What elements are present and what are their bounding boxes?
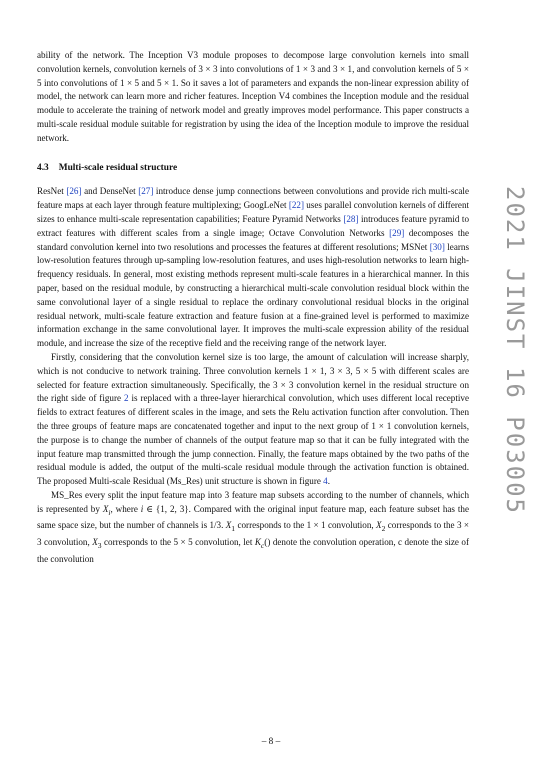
paragraph-ms-res [37, 489, 469, 566]
citation-link[interactable]: [27] [138, 186, 154, 197]
text-run: is replaced with a three-layer hierarchical convolution, which uses different local receptive fields to extract features of different scales in the image, and sets the Relu activation function after convolution. Then the three groups of feature maps are concatenated together and input to the next group of 1 × 1 convolution kernels, the purpose is to change the number of channels of the output feature map so that it can be fully integrated with the input feature map transmitted through the jump connection. Finally, the feature maps obtained by the two paths of the residual module is added, the output of the multi-scale residual module through the activation function is obtained. The proposed Multi-scale Residual (Ms_Res) unit structure is shown in figure [37, 393, 469, 487]
math-subscript: i [108, 507, 111, 517]
text-run: ∈ {1, 2, 3}. Compared with the original input feature map, each feature subset has the same space size, but the number of channels is 1/3. [37, 503, 469, 531]
body-text [37, 49, 469, 566]
math-subscript: c [260, 540, 265, 550]
figure-link[interactable]: 4 [323, 476, 328, 487]
math-var: K [254, 536, 261, 547]
text-run: introduce dense jump connections between convolutions and provide rich multi-scale feature maps at each layer through feature multiplexing; GoogLeNet [37, 186, 469, 211]
math-var: X [92, 536, 98, 547]
text-run: () denote the convolution operation, c denote the size of the convolution [37, 536, 469, 564]
text-run: corresponds to the 5 × 5 convolution, let [101, 536, 255, 547]
math-subscript: 1 [231, 524, 236, 534]
paragraph-related-work [37, 185, 469, 351]
citation-link[interactable]: [22] [288, 200, 304, 211]
math-var: X [225, 520, 232, 531]
math-var: X [102, 503, 109, 514]
citation-link[interactable]: [29] [389, 227, 405, 238]
math-var: X [376, 520, 382, 531]
math-subscript: 3 [97, 540, 102, 550]
paragraph-firstly [37, 351, 469, 489]
figure-link[interactable]: 2 [123, 393, 129, 404]
text-run: Firstly, considering that the convolution kernel size is too large, the amount of calculation will increase sharply, which is not conducive to network training. Three convolution kernels 1 × 1, 3 × 3, 5 × 5 with different scales are selected for feature extraction simultaneously. Specifically, the 3 × 3 convolution kernel in the residual structure on the right side of figure [37, 351, 469, 404]
text-run: introduces feature pyramid to extract features with different scales from a single image; Octave Convolution Networks [37, 213, 469, 238]
page-number: – 8 – [261, 737, 281, 747]
text-run: uses parallel convolution kernels of different sizes to enhance multi-scale representation capabilities; Feature Pyramid Networks [37, 200, 470, 224]
math-subscript: 2 [381, 524, 386, 534]
citation-link[interactable]: [26] [66, 186, 82, 197]
citation-link[interactable]: [30] [429, 241, 445, 252]
math-var: i [140, 503, 144, 514]
text-run: ResNet [37, 186, 67, 197]
text-run: decomposes the standard convolution kernel into two resolutions and processes the features at different resolutions; MSNet [37, 227, 469, 252]
section-heading [37, 162, 469, 176]
text-run: . [327, 476, 330, 487]
citation-link[interactable]: [28] [343, 213, 359, 224]
text-run: , where [110, 503, 141, 514]
text-run: corresponds to the 3 × 3 convolution, [37, 520, 469, 547]
section-title: Multi-scale residual structure [58, 162, 178, 173]
text-run: MS_Res every split the input feature map into 3 feature map subsets according to the number of channels, which is represented by [37, 489, 469, 514]
intro-paragraph: ability of the network. The Inception V3 module proposes to decompose large convolution kernels into small convolution kernels, convolution kernels of 3 × 3 into convolutions of 1 × 3 and 3 × 1, and convolution kernels of 5 × 5 into convolutions of 1 × 5 and 5 × 1. So it saves a lot of parameters and expands the non-linear expression ability of model, the network can learn more and richer features. Inception V4 combines the Inception module and the residual module to accelerate the training of network model and greatly improves model performance. This paper constructs a multi-scale residual module suitable for registration by using the idea of the Inception module to improve the residual network. [37, 50, 469, 143]
section-number: 4.3 [37, 162, 49, 173]
text-run: learns low-resolution features through up-sampling low-resolution features, and uses high-resolution networks to learn high-frequency residuals. In general, most existing methods represent multi-scale features in a hierarchical manner. In this paper, based on the residual module, by constructing a hierarchical multi-scale convolution residual block within the same convolutional layer of a single residual to replace the ordinary convolutional residual blocks in the original residual network, multi-scale feature extraction and feature fusion at a fine-grained level is performed to maximize information exchange in the same convolutional layer. It improves the multi-scale expression ability of the residual module, and increase the size of the receptive field and the receiving range of the network layer. [37, 241, 469, 349]
text-run: and DenseNet [81, 186, 139, 197]
text-run: corresponds to the 1 × 1 convolution, [235, 520, 377, 531]
jinst-watermark: 2021 JINST 16 P03005 [501, 186, 529, 515]
